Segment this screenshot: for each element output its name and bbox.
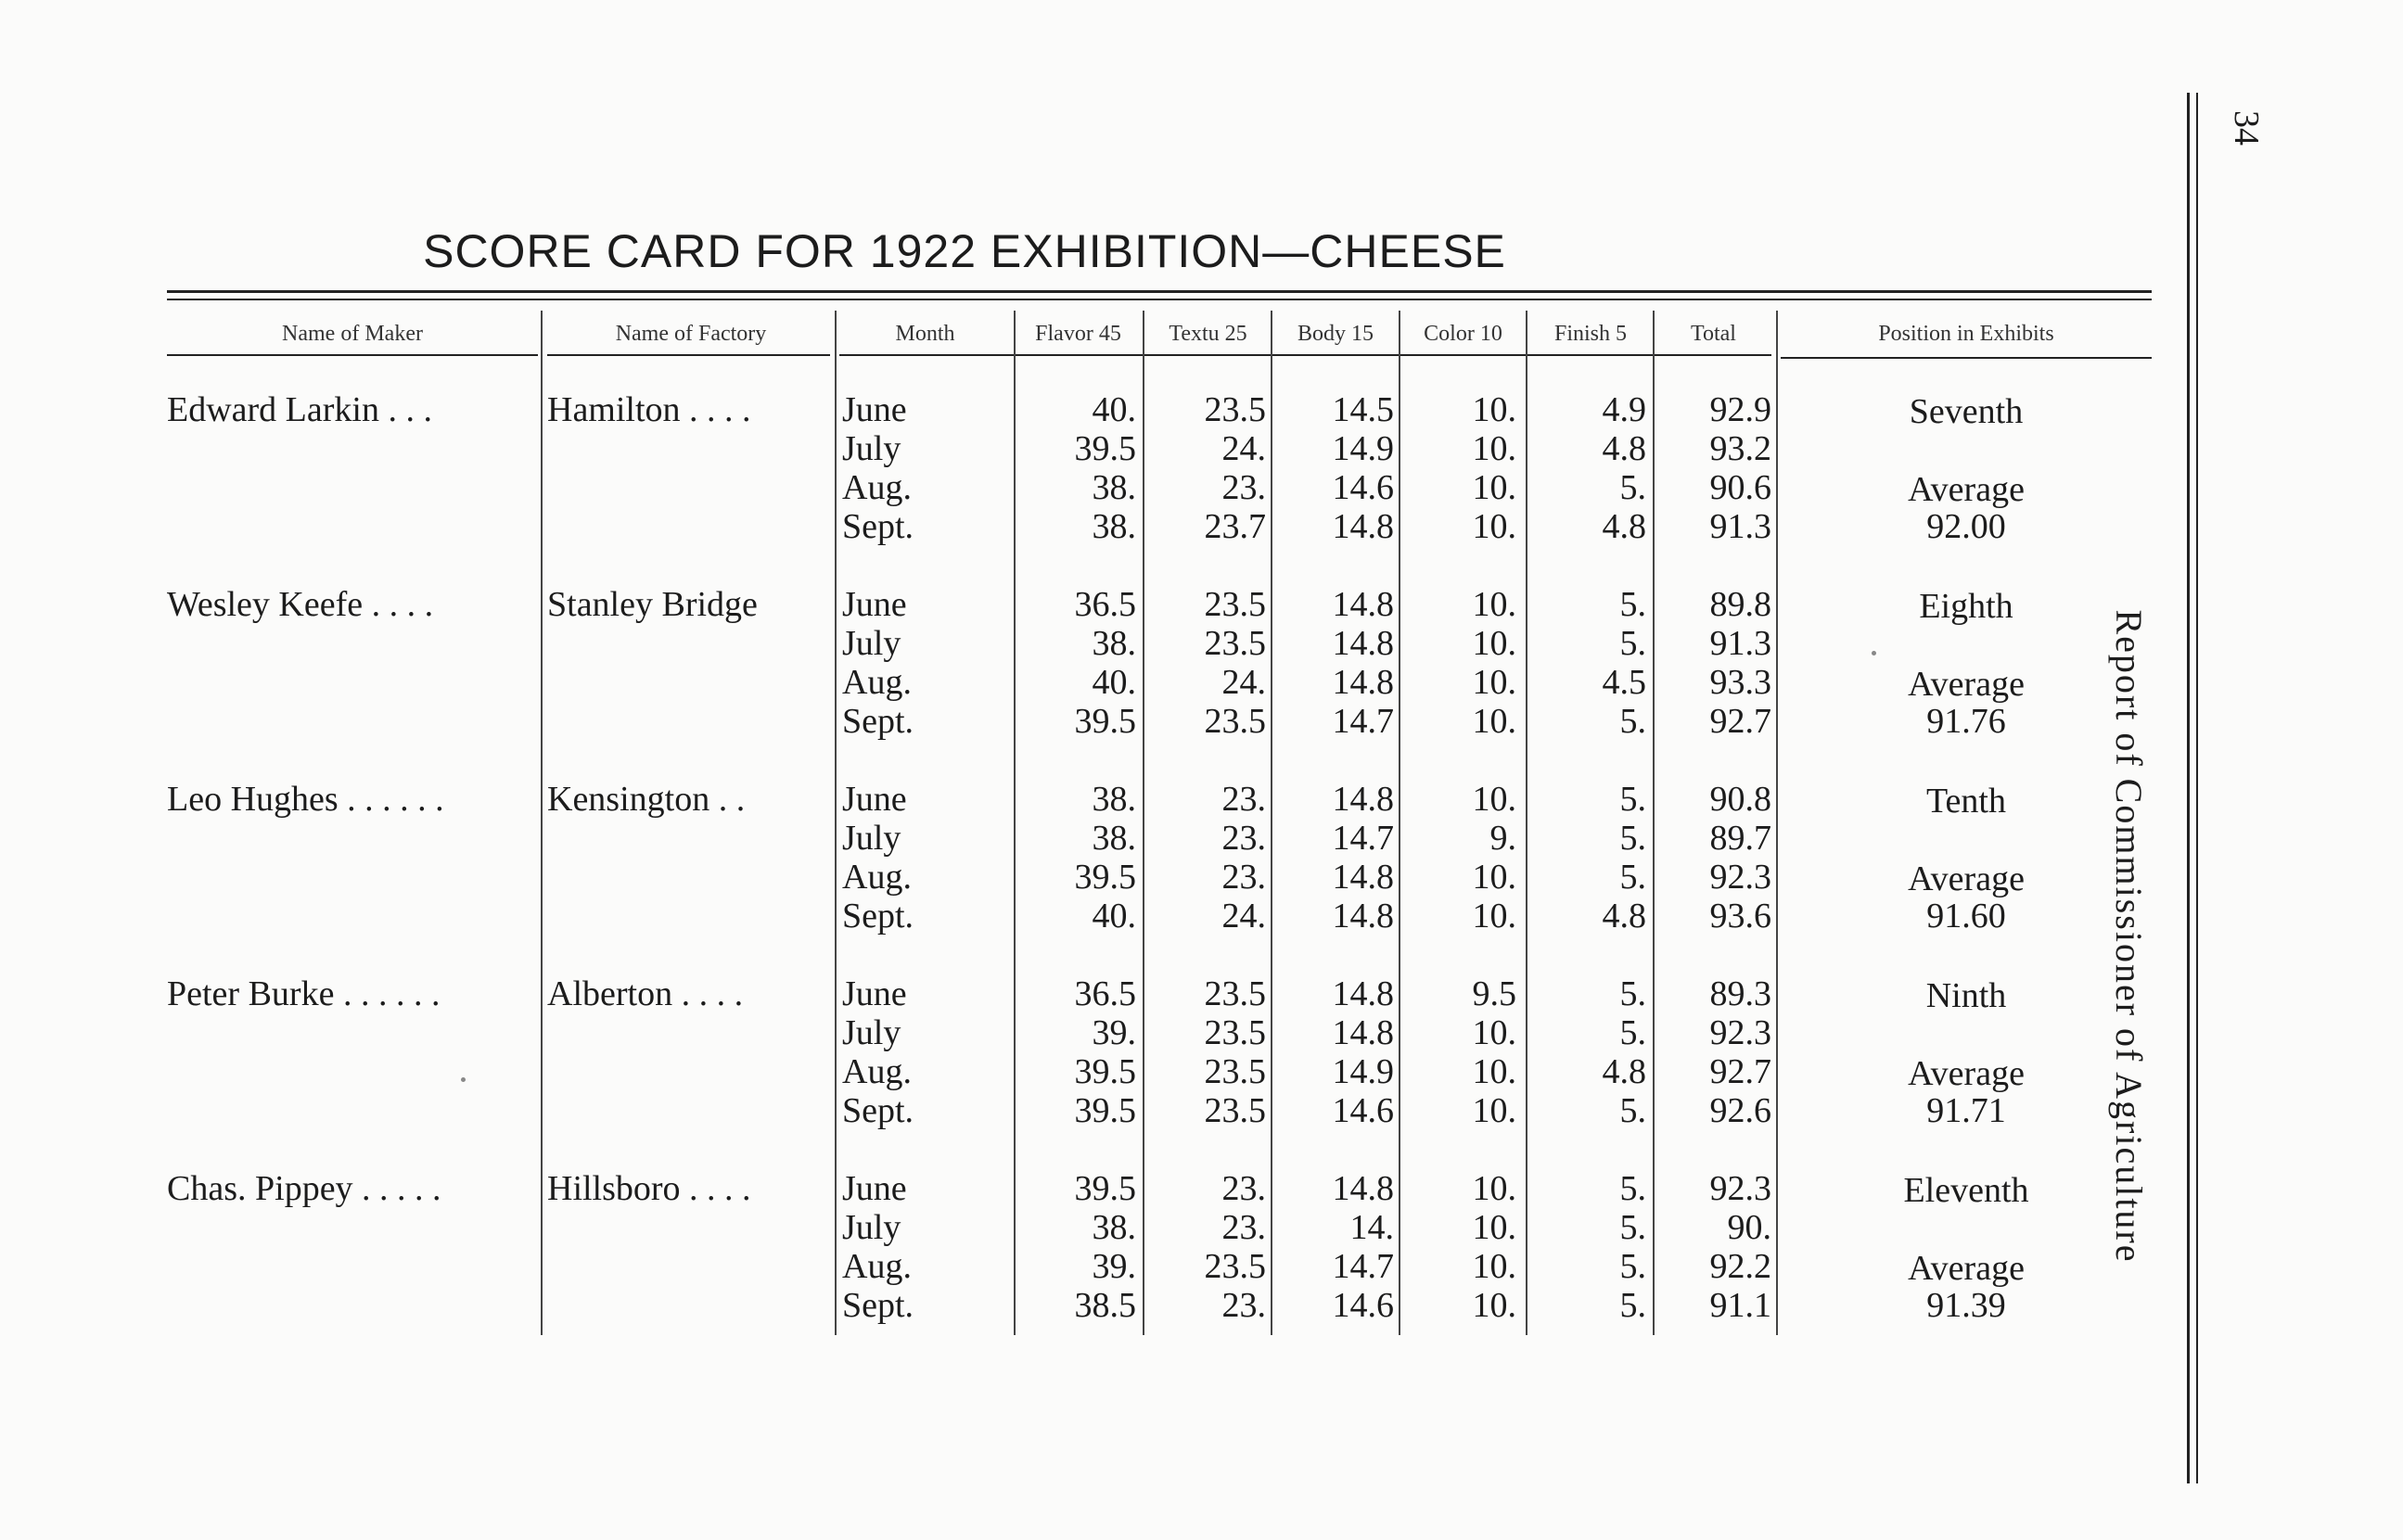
average-value: 92.00 xyxy=(1926,507,2006,546)
texture-value: 23. xyxy=(1221,1286,1266,1325)
texture-value: 23.5 xyxy=(1204,1013,1266,1052)
texture-value: 23.5 xyxy=(1204,974,1266,1013)
flavor-value: 39.5 xyxy=(1074,702,1136,741)
body-value: 14. xyxy=(1349,1208,1394,1247)
body-value: 14.8 xyxy=(1332,1169,1394,1208)
total-value: 90.6 xyxy=(1709,468,1771,507)
body-value: 14.8 xyxy=(1332,858,1394,897)
total-value: 92.3 xyxy=(1709,858,1771,897)
month-value: Sept. xyxy=(842,897,914,935)
body-value: 14.8 xyxy=(1332,1013,1394,1052)
col-header-maker: Name of Maker xyxy=(282,322,423,346)
total-value: 93.3 xyxy=(1709,663,1771,702)
flavor-value: 38. xyxy=(1092,819,1136,858)
flavor-value: 39.5 xyxy=(1074,1052,1136,1091)
position-rank: Eleventh xyxy=(1903,1171,2029,1210)
texture-value: 23.5 xyxy=(1204,1052,1266,1091)
position-rank: Eighth xyxy=(1919,587,2013,626)
finish-value: 4.9 xyxy=(1602,390,1646,429)
col-line-maker xyxy=(541,311,543,1335)
average-label: Average xyxy=(1908,859,2025,898)
texture-value: 23.5 xyxy=(1204,1091,1266,1130)
total-value: 90. xyxy=(1727,1208,1771,1247)
position-rank: Tenth xyxy=(1926,782,2006,821)
average-label: Average xyxy=(1908,1054,2025,1093)
header-underline-position xyxy=(1781,357,2152,359)
body-value: 14.8 xyxy=(1332,585,1394,624)
body-value: 14.7 xyxy=(1332,819,1394,858)
factory-name: Hamilton . . . . xyxy=(547,390,751,429)
month-value: June xyxy=(842,585,907,624)
body-value: 14.8 xyxy=(1332,624,1394,663)
month-value: Aug. xyxy=(842,663,912,702)
col-header-color: Color 10 xyxy=(1424,322,1502,346)
running-header-text: Report of Commissioner of Agriculture xyxy=(2108,609,2150,1264)
factory-name: Alberton . . . . xyxy=(547,974,744,1013)
month-value: Sept. xyxy=(842,507,914,546)
finish-value: 5. xyxy=(1619,819,1646,858)
month-value: June xyxy=(842,390,907,429)
texture-value: 23. xyxy=(1221,1208,1266,1247)
maker-name: Peter Burke . . . . . . xyxy=(167,974,441,1013)
texture-value: 23.5 xyxy=(1204,1247,1266,1286)
finish-value: 5. xyxy=(1619,1013,1646,1052)
body-value: 14.6 xyxy=(1332,1091,1394,1130)
month-value: Aug. xyxy=(842,1247,912,1286)
flavor-value: 38. xyxy=(1092,507,1136,546)
finish-value: 4.5 xyxy=(1602,663,1646,702)
month-value: July xyxy=(842,1013,901,1052)
col-line-body xyxy=(1399,311,1400,1335)
margin-rule-outer xyxy=(2187,93,2190,1483)
running-header xyxy=(2096,380,2161,1493)
body-value: 14.7 xyxy=(1332,702,1394,741)
page-number: 34 xyxy=(2227,110,2266,146)
flavor-value: 40. xyxy=(1092,663,1136,702)
col-header-flavor: Flavor 45 xyxy=(1035,322,1121,346)
col-header-texture: Textu 25 xyxy=(1169,322,1247,346)
col-line-color xyxy=(1526,311,1527,1335)
finish-value: 4.8 xyxy=(1602,507,1646,546)
col-header-total: Total xyxy=(1691,322,1736,346)
flavor-value: 40. xyxy=(1092,390,1136,429)
finish-value: 5. xyxy=(1619,1247,1646,1286)
body-value: 14.5 xyxy=(1332,390,1394,429)
factory-name: Kensington . . xyxy=(547,780,746,819)
ink-speck xyxy=(461,1077,466,1082)
col-header-month: Month xyxy=(895,322,955,346)
color-value: 10. xyxy=(1472,1013,1516,1052)
flavor-value: 38. xyxy=(1092,1208,1136,1247)
body-value: 14.9 xyxy=(1332,1052,1394,1091)
month-value: July xyxy=(842,819,901,858)
month-value: Sept. xyxy=(842,1091,914,1130)
finish-value: 5. xyxy=(1619,858,1646,897)
finish-value: 5. xyxy=(1619,702,1646,741)
flavor-value: 36.5 xyxy=(1074,974,1136,1013)
average-label: Average xyxy=(1908,470,2025,509)
body-value: 14.7 xyxy=(1332,1247,1394,1286)
maker-name: Edward Larkin . . . xyxy=(167,390,432,429)
header-underline-factory xyxy=(547,354,830,356)
finish-value: 5. xyxy=(1619,1091,1646,1130)
total-value: 92.9 xyxy=(1709,390,1771,429)
color-value: 10. xyxy=(1472,1169,1516,1208)
total-value: 93.2 xyxy=(1709,429,1771,468)
col-line-finish xyxy=(1653,311,1655,1335)
col-header-finish: Finish 5 xyxy=(1553,322,1628,346)
header-underline-maker xyxy=(167,354,538,356)
texture-value: 23. xyxy=(1221,819,1266,858)
month-value: July xyxy=(842,624,901,663)
color-value: 10. xyxy=(1472,702,1516,741)
month-value: June xyxy=(842,1169,907,1208)
flavor-value: 39.5 xyxy=(1074,1169,1136,1208)
body-value: 14.8 xyxy=(1332,780,1394,819)
col-line-month xyxy=(1014,311,1016,1335)
flavor-value: 39.5 xyxy=(1074,1091,1136,1130)
color-value: 10. xyxy=(1472,1208,1516,1247)
total-value: 92.2 xyxy=(1709,1247,1771,1286)
maker-name: Wesley Keefe . . . . xyxy=(167,585,434,624)
month-value: July xyxy=(842,1208,901,1247)
texture-value: 23.5 xyxy=(1204,702,1266,741)
month-value: Sept. xyxy=(842,1286,914,1325)
color-value: 9. xyxy=(1489,819,1516,858)
texture-value: 23.5 xyxy=(1204,624,1266,663)
col-line-total xyxy=(1776,311,1778,1335)
total-value: 89.7 xyxy=(1709,819,1771,858)
finish-value: 5. xyxy=(1619,1169,1646,1208)
position-rank: Seventh xyxy=(1909,392,2024,431)
position-rank: Ninth xyxy=(1925,976,2007,1015)
total-value: 93.6 xyxy=(1709,897,1771,935)
page-title: SCORE CARD FOR 1922 EXHIBITION—CHEESE xyxy=(423,225,1506,277)
col-header-factory: Name of Factory xyxy=(615,322,767,346)
average-value: 91.39 xyxy=(1926,1286,2006,1325)
body-value: 14.8 xyxy=(1332,507,1394,546)
month-value: June xyxy=(842,974,907,1013)
total-value: 90.8 xyxy=(1709,780,1771,819)
flavor-value: 38. xyxy=(1092,468,1136,507)
color-value: 9.5 xyxy=(1472,974,1516,1013)
factory-name: Stanley Bridge xyxy=(547,585,758,624)
month-value: Sept. xyxy=(842,702,914,741)
margin-rule-inner xyxy=(2196,93,2198,1483)
factory-name: Hillsboro . . . . xyxy=(547,1169,751,1208)
flavor-value: 39.5 xyxy=(1074,858,1136,897)
finish-value: 5. xyxy=(1619,468,1646,507)
total-value: 92.7 xyxy=(1709,1052,1771,1091)
texture-value: 23. xyxy=(1221,468,1266,507)
color-value: 10. xyxy=(1472,1286,1516,1325)
texture-value: 23.7 xyxy=(1204,507,1266,546)
flavor-value: 36.5 xyxy=(1074,585,1136,624)
average-label: Average xyxy=(1908,1249,2025,1288)
body-value: 14.9 xyxy=(1332,429,1394,468)
color-value: 10. xyxy=(1472,624,1516,663)
texture-value: 23.5 xyxy=(1204,585,1266,624)
total-value: 89.8 xyxy=(1709,585,1771,624)
color-value: 10. xyxy=(1472,468,1516,507)
texture-value: 24. xyxy=(1221,663,1266,702)
finish-value: 4.8 xyxy=(1602,1052,1646,1091)
total-value: 92.3 xyxy=(1709,1013,1771,1052)
flavor-value: 38. xyxy=(1092,780,1136,819)
color-value: 10. xyxy=(1472,858,1516,897)
average-label: Average xyxy=(1908,665,2025,704)
average-value: 91.71 xyxy=(1926,1091,2006,1130)
body-value: 14.8 xyxy=(1332,897,1394,935)
color-value: 10. xyxy=(1472,390,1516,429)
texture-value: 24. xyxy=(1221,429,1266,468)
flavor-value: 39.5 xyxy=(1074,429,1136,468)
month-value: July xyxy=(842,429,901,468)
finish-value: 4.8 xyxy=(1602,429,1646,468)
col-header-body: Body 15 xyxy=(1297,322,1374,346)
col-header-position: Position in Exhibits xyxy=(1878,322,2054,346)
color-value: 10. xyxy=(1472,663,1516,702)
color-value: 10. xyxy=(1472,780,1516,819)
col-line-flavor xyxy=(1143,311,1144,1335)
finish-value: 5. xyxy=(1619,780,1646,819)
texture-value: 23.5 xyxy=(1204,390,1266,429)
finish-value: 5. xyxy=(1619,1208,1646,1247)
total-value: 92.7 xyxy=(1709,702,1771,741)
flavor-value: 39. xyxy=(1092,1013,1136,1052)
color-value: 10. xyxy=(1472,507,1516,546)
flavor-value: 40. xyxy=(1092,897,1136,935)
col-line-texture xyxy=(1271,311,1272,1335)
color-value: 10. xyxy=(1472,1091,1516,1130)
color-value: 10. xyxy=(1472,1052,1516,1091)
month-value: Aug. xyxy=(842,468,912,507)
total-value: 91.3 xyxy=(1709,624,1771,663)
finish-value: 5. xyxy=(1619,624,1646,663)
color-value: 10. xyxy=(1472,585,1516,624)
finish-value: 5. xyxy=(1619,974,1646,1013)
color-value: 10. xyxy=(1472,1247,1516,1286)
average-value: 91.60 xyxy=(1926,897,2006,935)
texture-value: 23. xyxy=(1221,780,1266,819)
texture-value: 23. xyxy=(1221,1169,1266,1208)
body-value: 14.6 xyxy=(1332,1286,1394,1325)
color-value: 10. xyxy=(1472,429,1516,468)
texture-value: 23. xyxy=(1221,858,1266,897)
finish-value: 5. xyxy=(1619,1286,1646,1325)
finish-value: 5. xyxy=(1619,585,1646,624)
maker-name: Chas. Pippey . . . . . xyxy=(167,1169,441,1208)
month-value: June xyxy=(842,780,907,819)
color-value: 10. xyxy=(1472,897,1516,935)
total-value: 92.3 xyxy=(1709,1169,1771,1208)
month-value: Aug. xyxy=(842,1052,912,1091)
maker-name: Leo Hughes . . . . . . xyxy=(167,780,444,819)
top-rule-second xyxy=(167,299,2152,300)
header-underline-data xyxy=(839,354,1771,356)
texture-value: 24. xyxy=(1221,897,1266,935)
average-value: 91.76 xyxy=(1926,702,2006,741)
flavor-value: 39. xyxy=(1092,1247,1136,1286)
finish-value: 4.8 xyxy=(1602,897,1646,935)
total-value: 89.3 xyxy=(1709,974,1771,1013)
ink-speck xyxy=(1872,651,1876,655)
col-line-factory xyxy=(835,311,837,1335)
body-value: 14.6 xyxy=(1332,468,1394,507)
top-rule xyxy=(167,290,2152,293)
total-value: 91.3 xyxy=(1709,507,1771,546)
flavor-value: 38. xyxy=(1092,624,1136,663)
month-value: Aug. xyxy=(842,858,912,897)
body-value: 14.8 xyxy=(1332,974,1394,1013)
total-value: 92.6 xyxy=(1709,1091,1771,1130)
flavor-value: 38.5 xyxy=(1074,1286,1136,1325)
body-value: 14.8 xyxy=(1332,663,1394,702)
total-value: 91.1 xyxy=(1709,1286,1771,1325)
